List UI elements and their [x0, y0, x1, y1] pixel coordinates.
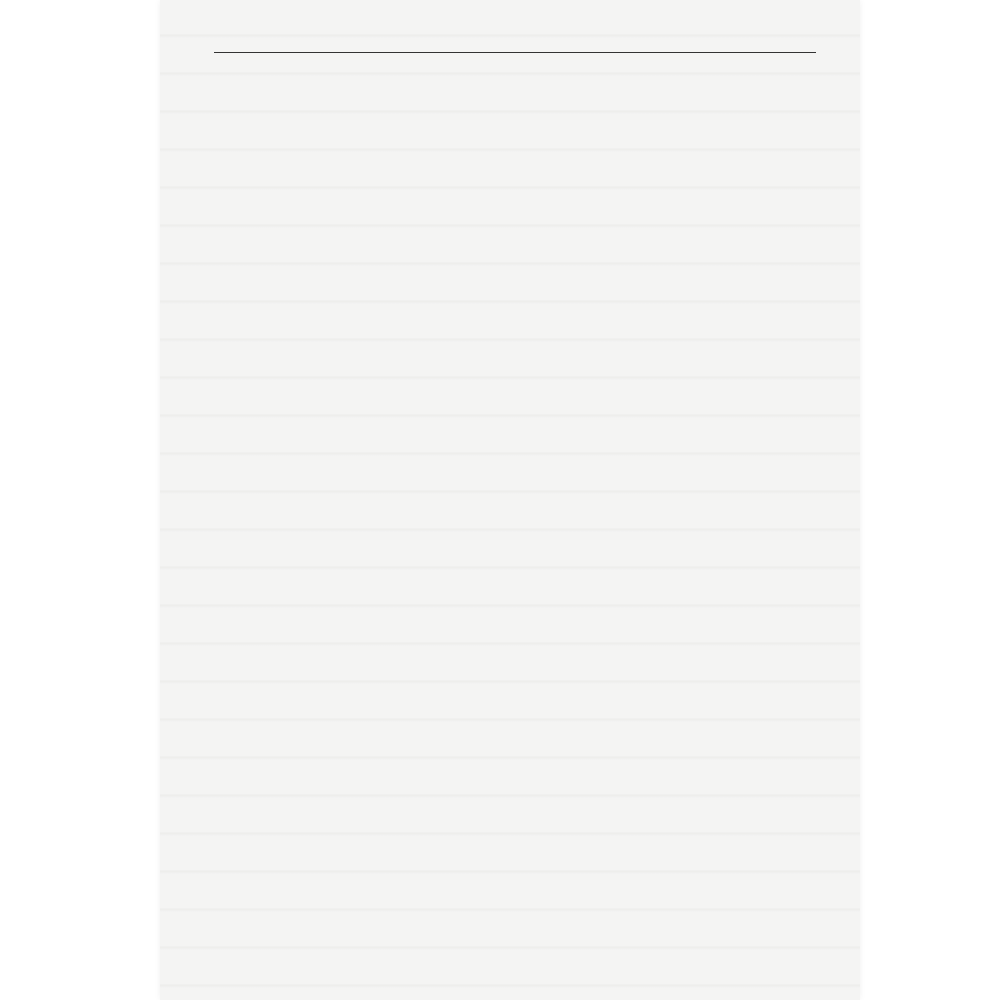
toc-content	[214, 18, 816, 63]
book-page	[160, 0, 860, 1000]
bleed-through-texture	[160, 0, 860, 1000]
page-header	[214, 18, 816, 53]
